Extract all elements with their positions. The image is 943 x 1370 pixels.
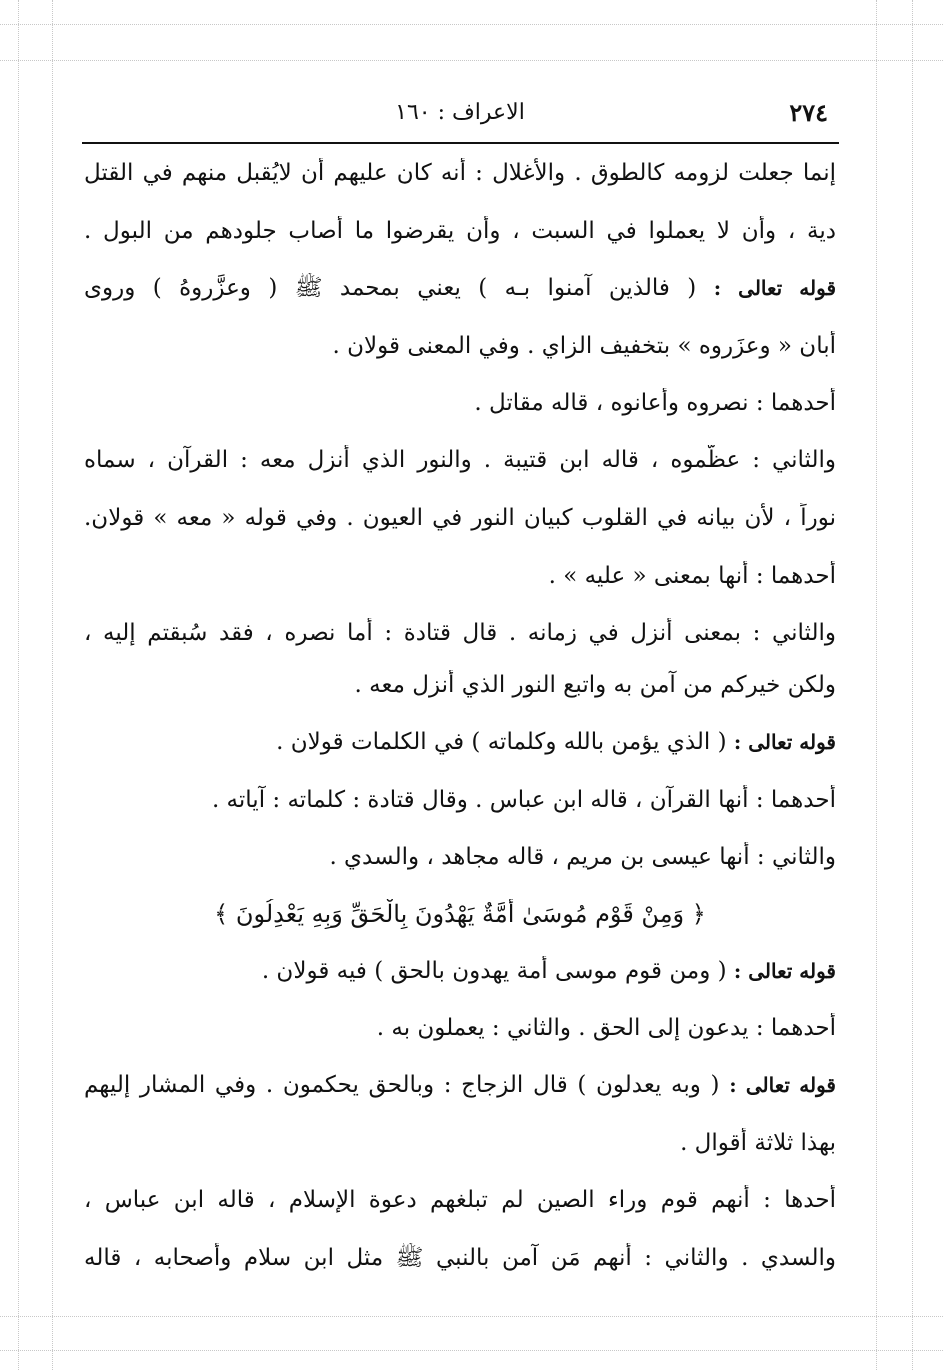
text-line [84, 1070, 836, 1100]
text-line: أحدها : أنهم قوم وراء الصين لم تبلغهم دعوة الإسلام ، قاله ابن عباس ، [84, 1187, 836, 1213]
text-line: أحدهما : أنها بمعنى « عليه » . [548, 563, 836, 589]
text-line: أحدهما : يدعون إلى الحق . والثاني : يعملون به . [376, 1015, 836, 1041]
scan-guide-line [0, 24, 943, 25]
section-keyword: قوله تعالى : [713, 276, 836, 300]
text-span: ( الذي يؤمن بالله وكلماته ) في الكلمات قولان . [276, 729, 727, 755]
text-line: ولكن خيركم من آمن به واتبع النور الذي أُنزل معه . [354, 672, 836, 698]
body-text [84, 150, 836, 1273]
scan-guide-line [0, 60, 943, 61]
text-span: ( وبه يعدلون ) قال الزجاج : وبالحق يحكمون . وفي المشار إليهم [84, 1072, 720, 1098]
section-keyword: قوله تعالى : [733, 730, 836, 754]
scan-guide-line [52, 0, 53, 1370]
text-line: أبان « وعزَروه » بتخفيف الزاي . وفي المعنى قولان . [332, 333, 836, 359]
page-number: ٢٧٤ [789, 98, 828, 127]
scan-guide-line [912, 0, 913, 1370]
text-line [84, 727, 836, 757]
text-line: أحدهما : أنها القرآن ، قاله ابن عباس . وقال قتادة : كلماته : آياته . [211, 787, 836, 813]
text-line: أحدهما : نصروه وأعانوه ، قاله مقاتل . [474, 390, 836, 416]
text-line: والثاني : أنها عيسى بن مريم ، قاله مجاهد ، والسدي . [329, 844, 836, 870]
text-line: والسدي . والثاني : أنهم مَن آمن بالنبي ﷺ مثل ابن سلام وأصحابه ، قاله [84, 1245, 836, 1271]
scan-guide-line [876, 0, 877, 1370]
text-line [84, 956, 836, 986]
section-keyword: قوله تعالى : [729, 1073, 836, 1097]
page-header [80, 98, 840, 134]
text-span: ( فالذين آمنوا بـه ) يعني بمحمد ﷺ ( وعزَّروهُ ) وروى [84, 275, 697, 301]
section-keyword: قوله تعالى : [733, 959, 836, 983]
text-line: نوراً ، لأن بيانه في القلوب كبيان النور في العيون . وفي قوله « معه » قولان. [84, 505, 836, 531]
text-line [84, 273, 836, 303]
text-line: والثاني : عظَّموه ، قاله ابن قتيبة . والنور الذي أُنزل معه : القرآن ، سماه [84, 447, 836, 473]
scan-guide-line [0, 1350, 943, 1351]
scan-guide-line [0, 1316, 943, 1317]
scan-guide-line [18, 0, 19, 1370]
text-span: ( ومن قوم موسى أمة يهدون بالحق ) فيه قولان . [261, 958, 727, 984]
text-line: دية ، وأن لا يعملوا في السبت ، وأن يقرضوا ما أصاب جلودهم من البول . [84, 218, 836, 244]
quran-verse: ﴿ وَمِنْ قَوْمِ مُوسَىٰ أُمَّةٌ يَهْدُونَ بِالْحَقِّ وَبِهِ يَعْدِلُونَ ﴾ [214, 900, 706, 928]
text-line: بهذا ثلاثة أقوال . [680, 1130, 836, 1156]
text-line: والثاني : بمعنى أُنزل في زمانه . قال قتادة : أما نصره ، فقد سُبقتم إليه ، [84, 620, 836, 646]
text-line: إنما جعلت لزومه كالطوق . والأغلال : أنه كان عليهم أن لايُقبل منهم في القتل [84, 160, 836, 186]
running-title: الاعراف : ١٦٠ [395, 100, 525, 125]
header-rule [82, 142, 839, 144]
